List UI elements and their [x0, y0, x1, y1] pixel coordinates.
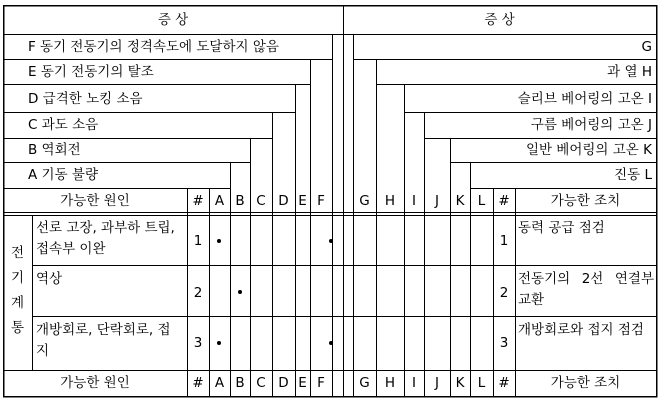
column-header-cause: 가능한 원인	[60, 193, 130, 209]
footer-header-a: A	[214, 375, 225, 391]
column-header-a: A	[214, 193, 225, 209]
symptom-label-d: D 급격한 노킹 소음	[28, 91, 143, 107]
footer-header-e: E	[298, 375, 307, 391]
left-header-title: 증 상	[157, 12, 189, 28]
column-header-c: C	[256, 193, 266, 209]
symptom-label-g: G	[641, 39, 652, 55]
row-3-num: 3	[193, 335, 203, 351]
row-2-action: 전동기의 2선 연결부 교환	[518, 271, 654, 308]
row-3-action: 개방회로와 접지 점검	[518, 322, 644, 338]
footer-header-num-right: #	[498, 375, 510, 391]
symptom-label-h: 과 열 H	[607, 64, 652, 80]
row-2-num: 2	[193, 285, 203, 301]
group-label-char-2: 기	[10, 270, 25, 286]
mark-dot-row1-a	[217, 239, 221, 243]
group-label-char-1: 전	[10, 245, 25, 261]
mark-dot-row2-b	[238, 290, 242, 294]
column-header-k: K	[455, 193, 465, 209]
footer-header-l: L	[477, 375, 486, 391]
footer-header-cause: 가능한 원인	[60, 375, 130, 391]
row-1-num-right: 1	[499, 233, 509, 249]
group-label-char-3: 계	[10, 295, 25, 311]
symptom-label-l: 진동 L	[614, 167, 652, 183]
row-2-cause: 역상	[36, 271, 63, 287]
column-header-num: #	[192, 193, 204, 209]
row-2-num-right: 2	[499, 285, 509, 301]
footer-header-h: H	[384, 375, 396, 391]
column-header-action: 가능한 조치	[550, 193, 621, 209]
symptom-label-e: E 동기 전동기의 탈조	[28, 64, 154, 80]
mark-dot-row3-a	[217, 341, 221, 345]
group-label-char-4: 통	[10, 320, 25, 336]
column-header-b: B	[235, 193, 245, 209]
column-header-e: E	[298, 193, 307, 209]
column-header-g: G	[359, 193, 370, 209]
row-3-num-right: 3	[499, 335, 509, 351]
symptom-label-f: F 동기 전동기의 정격속도에 도달하지 않음	[28, 39, 279, 55]
column-header-i: I	[412, 193, 416, 209]
mark-dot-row1-f	[329, 239, 333, 243]
footer-header-i: I	[412, 375, 416, 391]
mark-dot-row3-f	[329, 341, 333, 345]
footer-header-b: B	[235, 375, 245, 391]
symptom-label-j: 구름 베어링의 고온 J	[530, 117, 652, 133]
row-1-num: 1	[193, 233, 203, 249]
row-3-cause: 개방회로, 단락회로, 접지	[36, 322, 171, 359]
row-1-cause: 선로 고장, 과부하 트립, 접속부 이완	[36, 220, 175, 257]
column-header-d: D	[278, 193, 289, 209]
footer-header-c: C	[256, 375, 266, 391]
footer-header-j: J	[435, 375, 439, 391]
footer-header-d: D	[278, 375, 289, 391]
footer-header-action: 가능한 조치	[550, 375, 621, 391]
column-header-j: J	[435, 193, 439, 209]
row-1-action: 동력 공급 점검	[518, 220, 605, 236]
right-header-title: 증 상	[484, 12, 515, 28]
column-header-num-right: #	[498, 193, 510, 209]
symptom-label-a: A 기동 불량	[28, 167, 98, 183]
footer-header-num: #	[192, 375, 204, 391]
symptom-label-i: 슬리브 베어링의 고온 I	[517, 91, 652, 107]
footer-header-g: G	[359, 375, 370, 391]
column-header-l: L	[477, 193, 486, 209]
footer-header-f: F	[317, 375, 325, 391]
column-header-h: H	[384, 193, 396, 209]
footer-header-k: K	[455, 375, 465, 391]
symptom-label-b: B 역회전	[28, 142, 81, 158]
symptom-label-k: 일반 베어링의 고온 K	[525, 142, 652, 158]
symptom-label-c: C 과도 소음	[28, 117, 99, 133]
column-header-f: F	[317, 193, 325, 209]
